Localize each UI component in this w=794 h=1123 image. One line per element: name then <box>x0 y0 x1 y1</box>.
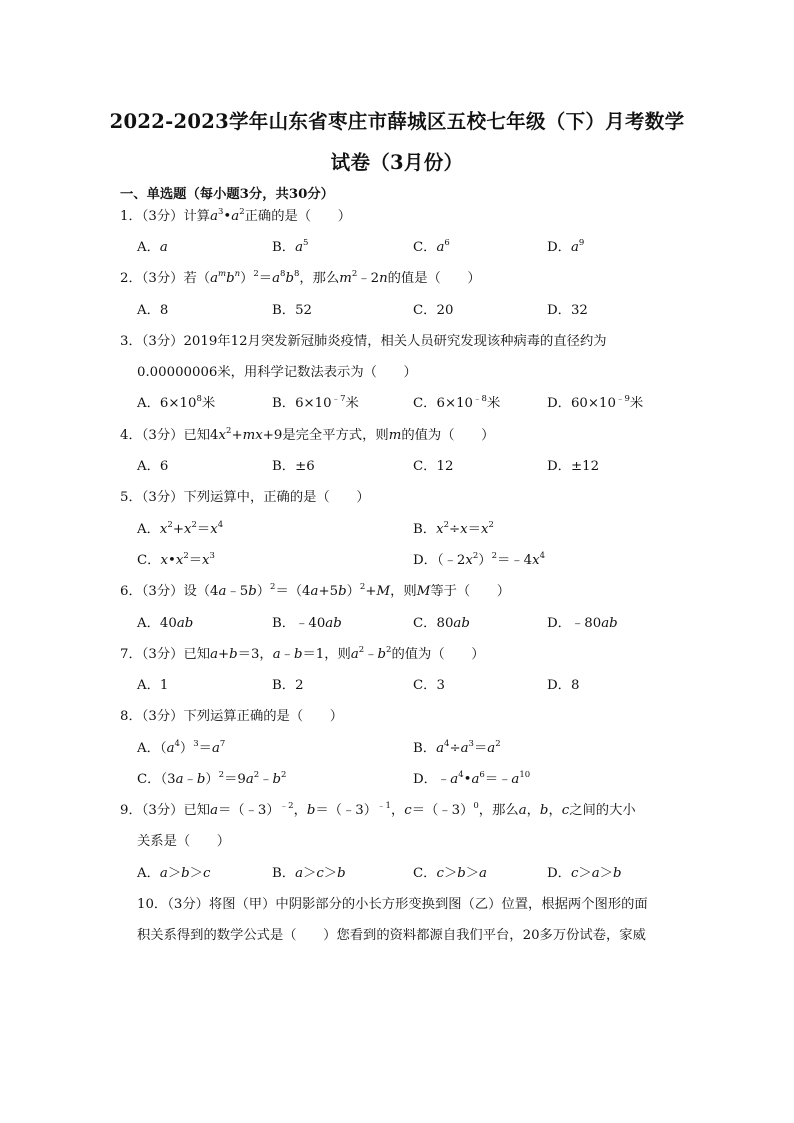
page-title-line-1: 2022-2023学年山东省枣庄市薛城区五校七年级（下）月考数学 <box>109 110 685 133</box>
option-key: B． <box>272 240 296 255</box>
question-9-option-a[interactable] <box>137 865 210 883</box>
question-score: （3分） <box>141 647 184 662</box>
question-4-option-d[interactable] <box>547 458 599 476</box>
option-key: B． <box>413 522 437 537</box>
question-8-option-a[interactable] <box>137 740 225 758</box>
option-text: 20 <box>436 303 454 318</box>
option-text: $(﹣2x^2)^2=﹣4x^4$ <box>436 551 545 568</box>
option-text: a＞c＞b <box>295 866 346 881</box>
question-7-stem <box>120 646 485 664</box>
question-score: （3分） <box>141 209 184 224</box>
question-1-option-b[interactable] <box>272 239 308 257</box>
option-text: ﹣80ab <box>570 616 618 631</box>
option-text: 3 <box>436 678 445 693</box>
question-7-option-c[interactable] <box>413 677 445 695</box>
option-key: D． <box>547 866 571 881</box>
question-1-option-a[interactable] <box>137 239 168 257</box>
question-number: 6． <box>120 584 142 599</box>
question-2-option-b[interactable] <box>272 302 312 320</box>
question-score: （3分） <box>141 271 184 286</box>
option-key: B． <box>413 741 437 756</box>
question-score: （3分） <box>167 897 209 912</box>
option-key: A． <box>137 616 160 631</box>
question-5-stem <box>120 489 370 507</box>
question-text: 将图（甲）中阴影部分的小长方形变换到图（乙）位置，根据两个图形的面 <box>208 897 648 912</box>
option-key: A． <box>137 522 160 537</box>
option-text: a＞b＞c <box>159 866 211 881</box>
option-key: D． <box>547 396 571 411</box>
option-key: B． <box>272 866 296 881</box>
option-text: $(a^4)^3=a^7$ <box>159 739 226 756</box>
question-number: 1． <box>120 209 142 224</box>
question-3-stem <box>120 333 607 351</box>
question-number: 10． <box>137 897 168 912</box>
question-text: 设$(4a﹣5b)^2=(4a+5b)^2+M$，则M等于（ ） <box>183 582 511 599</box>
option-text: $a^4\div a^3=a^2$ <box>436 739 501 756</box>
question-text: 计算$a^3•a^2$正确的是（ ） <box>183 207 351 224</box>
question-number: 8． <box>120 709 142 724</box>
question-2-option-a[interactable] <box>137 302 168 320</box>
option-key: A． <box>137 396 160 411</box>
page-title-line-2: 试卷（3月份） <box>330 151 464 174</box>
option-text: $﹣a^4•a^6=﹣a^{10}$ <box>436 770 531 787</box>
question-3-option-d[interactable] <box>547 395 643 413</box>
question-number: 7． <box>120 647 142 662</box>
question-text: 已知a+b＝3，a﹣b＝1，则$a^2﹣b^2$的值为（ ） <box>183 645 485 662</box>
question-5-option-b[interactable] <box>413 521 494 539</box>
question-text: 若$(a^mb^n)^2=a^8b^8$，那么$m^2﹣2n$的值是（ ） <box>183 269 481 286</box>
option-key: D． <box>547 678 571 693</box>
option-text: c＞b＞a <box>436 866 487 881</box>
option-text: $60\times 10^{﹣9}$米 <box>570 394 644 411</box>
option-text: ±6 <box>295 459 315 474</box>
option-key: B． <box>272 459 296 474</box>
option-key: D． <box>547 303 571 318</box>
question-6-option-c[interactable] <box>413 615 470 633</box>
option-text: $6\times 10^{﹣8}$米 <box>436 394 501 411</box>
option-key: B． <box>272 616 296 631</box>
option-key: A． <box>137 303 160 318</box>
option-key: B． <box>272 678 296 693</box>
question-1-option-c[interactable] <box>413 239 450 257</box>
option-text: $a^5$ <box>295 238 309 255</box>
option-text: 40ab <box>159 616 194 631</box>
question-9-option-c[interactable] <box>413 865 487 883</box>
question-7-option-d[interactable] <box>547 677 579 695</box>
question-text: 2019年12月突发新冠肺炎疫情，相关人员研究发现该种病毒的直径约为 <box>183 334 607 349</box>
question-number: 5． <box>120 490 142 505</box>
question-5-option-c[interactable] <box>137 552 215 570</box>
section-heading: 一、单选题（每小题3分，共30分） <box>120 187 334 202</box>
question-5-option-d[interactable] <box>413 552 545 570</box>
question-number: 2． <box>120 271 142 286</box>
option-text: $6\times 10^{﹣7}$米 <box>295 394 359 411</box>
option-key: A． <box>137 678 160 693</box>
option-text: $x^2\div x=x^2$ <box>436 520 494 537</box>
option-text: 1 <box>159 678 169 693</box>
question-6-option-a[interactable] <box>137 615 193 633</box>
option-key: C． <box>413 459 437 474</box>
question-text: 已知$4x^2+mx+9$是完全平方式，则m的值为（ ） <box>183 426 495 443</box>
option-text: ﹣40ab <box>295 616 342 631</box>
question-score: （3分） <box>141 334 184 349</box>
question-6-stem <box>120 583 510 601</box>
option-key: C． <box>413 616 437 631</box>
question-number: 3． <box>120 334 142 349</box>
option-text: 80ab <box>436 616 470 631</box>
question-4-option-a[interactable] <box>137 458 168 476</box>
option-text: 52 <box>295 303 312 318</box>
option-key: A． <box>137 240 160 255</box>
option-key: C． <box>413 866 437 881</box>
question-9-stem-continued: 关系是（ ） <box>137 834 231 849</box>
question-9-option-b[interactable] <box>272 865 346 883</box>
question-8-option-d[interactable] <box>413 771 530 789</box>
option-key: C． <box>413 240 437 255</box>
question-7-option-b[interactable] <box>272 677 304 695</box>
option-text: 8 <box>570 678 580 693</box>
question-10-stem-continued: 积关系得到的数学公式是（ ）您看到的资料都源自我们平台，20多万份试卷，家威 <box>137 928 646 943</box>
option-text: $a^9$ <box>570 238 585 255</box>
question-9-stem <box>120 802 636 820</box>
option-text: $x•x^2=x^3$ <box>160 551 215 568</box>
option-text: 12 <box>436 459 454 474</box>
option-key: C． <box>413 303 437 318</box>
question-6-option-b[interactable] <box>272 615 342 633</box>
question-7-option-a[interactable] <box>137 677 168 695</box>
question-5-option-a[interactable] <box>137 521 223 539</box>
option-text: ±12 <box>570 459 600 474</box>
option-key: D． <box>413 772 437 787</box>
question-6-option-d[interactable] <box>547 615 618 633</box>
option-text: $(3a﹣b)^2=9a^2﹣b^2$ <box>160 770 287 787</box>
option-text: 2 <box>295 678 304 693</box>
question-score: （3分） <box>141 584 184 599</box>
question-4-option-b[interactable] <box>272 458 315 476</box>
question-number: 4． <box>120 428 142 443</box>
question-text: 下列运算正确的是（ ） <box>183 709 344 724</box>
option-key: C． <box>413 396 437 411</box>
question-2-stem <box>120 270 481 288</box>
option-key: D． <box>547 616 571 631</box>
question-text: 已知a＝（﹣3）$^{﹣2}$，b＝（﹣3）$^{﹣1}$，c＝（﹣3）$^0$，那么a，b，c之间的大小 <box>183 801 636 818</box>
question-score: （3分） <box>141 490 184 505</box>
question-text: 下列运算中，正确的是（ ） <box>183 490 370 505</box>
option-key: A． <box>137 866 160 881</box>
question-1-stem <box>120 208 351 226</box>
option-text: 8 <box>159 303 169 318</box>
option-key: C． <box>137 553 161 568</box>
question-3-option-a[interactable] <box>137 395 215 413</box>
option-key: D． <box>413 553 437 568</box>
option-text: a <box>159 240 168 255</box>
question-1-option-d[interactable] <box>547 239 584 257</box>
question-3-option-b[interactable] <box>272 395 359 413</box>
option-key: C． <box>137 772 161 787</box>
option-text: c＞a＞b <box>570 866 622 881</box>
option-text: $6\times 10^8$米 <box>159 394 216 411</box>
option-text: 32 <box>570 303 588 318</box>
question-2-option-c[interactable] <box>413 302 453 320</box>
option-text: 6 <box>159 459 169 474</box>
question-score: （3分） <box>141 709 184 724</box>
question-3-stem-continued: 0.00000006米，用科学记数法表示为（ ） <box>137 365 417 380</box>
question-number: 9． <box>120 803 142 818</box>
option-text: $a^6$ <box>436 238 450 255</box>
option-key: C． <box>413 678 437 693</box>
option-key: D． <box>547 240 571 255</box>
option-key: A． <box>137 459 160 474</box>
question-9-option-d[interactable] <box>547 865 621 883</box>
question-10-stem <box>137 896 648 914</box>
question-score: （3分） <box>141 803 184 818</box>
option-key: B． <box>272 396 296 411</box>
question-8-option-b[interactable] <box>413 740 501 758</box>
question-8-option-c[interactable] <box>137 771 286 789</box>
option-key: A． <box>137 741 160 756</box>
question-3-option-c[interactable] <box>413 395 500 413</box>
option-text: $x^2+x^2=x^4$ <box>159 520 224 537</box>
question-4-option-c[interactable] <box>413 458 453 476</box>
option-key: D． <box>547 459 571 474</box>
question-8-stem <box>120 708 343 726</box>
question-2-option-d[interactable] <box>547 302 588 320</box>
question-score: （3分） <box>141 428 184 443</box>
option-key: B． <box>272 303 296 318</box>
question-4-stem <box>120 427 494 445</box>
